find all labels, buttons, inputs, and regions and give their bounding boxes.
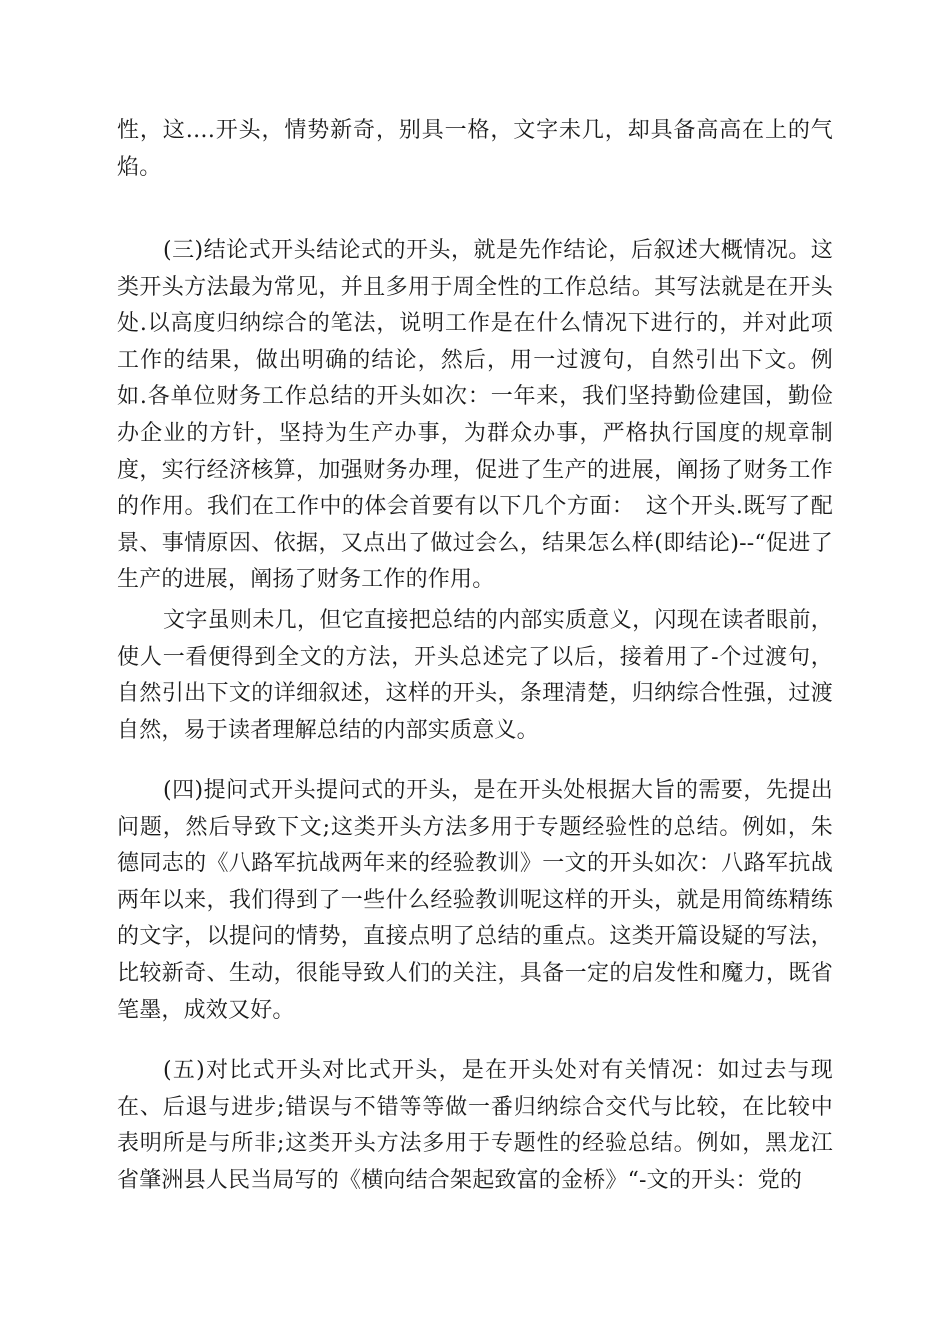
paragraph-4: (四)提问式开头提问式的开头，是在开头处根据大旨的需要，先提出问题，然后导致下文;这类开头方法多用于专题经验性的总结。例如，朱德同志的《八路军抗战两年来的经验教训》一文的开头如次：八路军抗战两年以来，我们得到了一些什么经验教训呢这样的开头，就是用简练精练的文字，以提问的情势，直接点明了总结的重点。这类开篇设疑的写法，比较新奇、生动，很能导致人们的关注，具备一定的启发性和魔力，既省笔墨，成效又好。 [117, 778, 833, 1023]
paragraph-5: (五)对比式开头对比式开头，是在开头处对有关情况：如过去与现在、后退与进步;错误与不错等等做一番归纳综合交代与比较，在比较中表明所是与所非;这类开头方法多用于专题性的经验总结。例如，黑龙江省肇洲县人民当局写的《横向结合架起致富的金桥》“-文的开头：党的 [117, 1058, 833, 1193]
paragraph-1: 性，这….开头，情势新奇，别具一格，文字未几，却具备高高在上的气焰。 [117, 118, 833, 180]
paragraph-2: (三)结论式开头结论式的开头，就是先作结论，后叙述大概情况。这类开头方法最为常见，并且多用于周全性的工作总结。其写法就是在开头处.以高度归纳综合的笔法，说明工作是在什么情况下进行的，并对此项工作的结果，做出明确的结论，然后，用一过渡句，自然引出下文。例如.各单位财务工作总结的开头如次：一年来，我们坚持勤俭建国，勤俭办企业的方针，坚持为生产办事，为群众办事，严格执行国度的规章制度，实行经济核算，加强财务办理，促进了生产的进展，阐扬了财务工作的作用。我们在工作中的体会首要有以下几个方面： 这个开头.既写了配景、事情原因、依据，又点出了做过会么，结果怎么样(即结论)--“促进了生产的进展，阐扬了财务工作的作用。 [117, 238, 833, 593]
paragraph-3: 文字虽则未几，但它直接把总结的内部实质意义，闪现在读者眼前，使人一看便得到全文的方法，开头总述完了以后，接着用了-个过渡句，自然引出下文的详细叙述，这样的开头，条理清楚，归纳综合性强，过渡自然，易于读者理解总结的内部实质意义。 [117, 608, 833, 743]
